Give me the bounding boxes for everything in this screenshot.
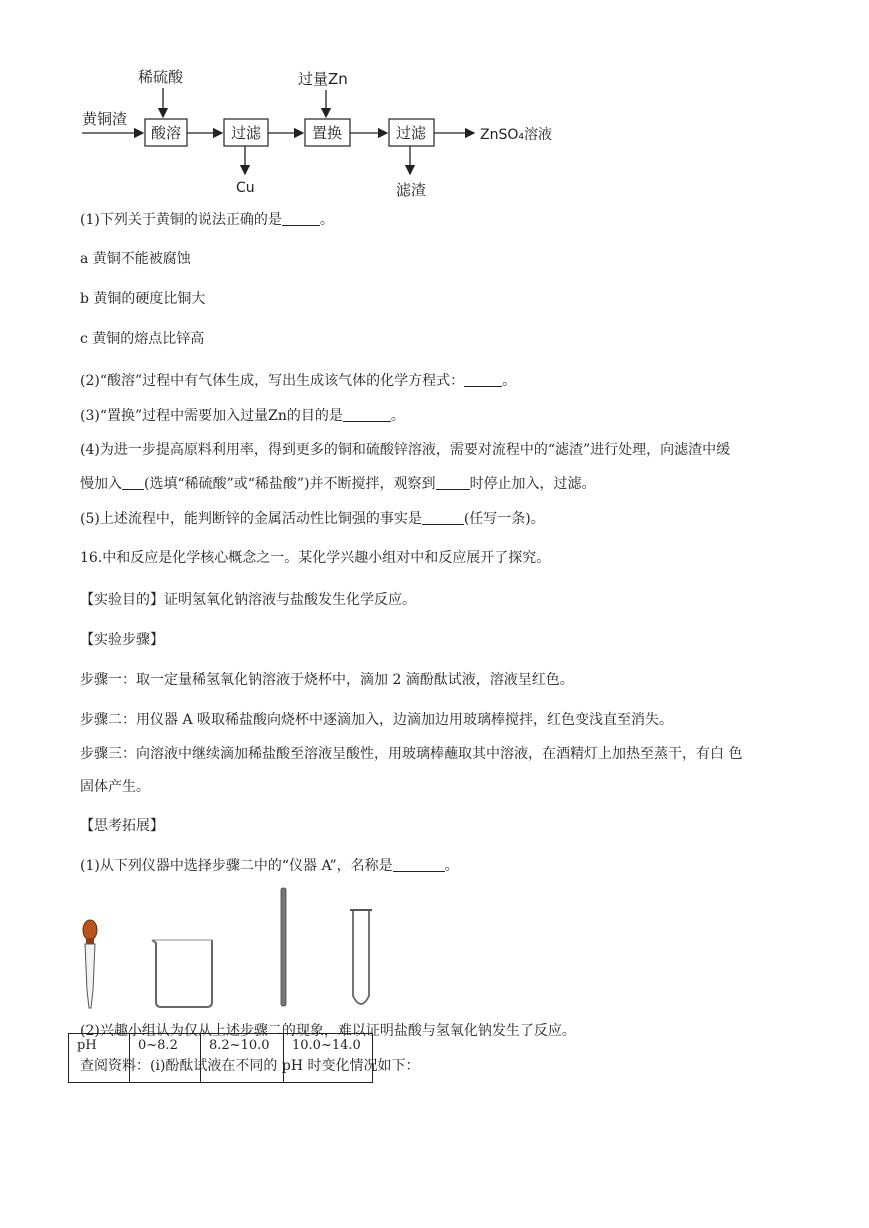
reference-note: 查阅资料：(i)酚酞试液在不同的 pH 时变化情况如下： xyxy=(80,1058,420,1074)
glass-rod-icon xyxy=(281,888,286,1006)
table-cell: 10.0~14.0 xyxy=(284,1034,373,1083)
q1-option-c: c 黄铜的熔点比锌高 xyxy=(80,331,205,347)
answer-blank[interactable] xyxy=(122,475,144,490)
dropper-icon xyxy=(83,920,97,1008)
steps-heading: 【实验步骤】 xyxy=(80,632,164,648)
answer-blank[interactable] xyxy=(343,407,391,422)
test-tube-icon xyxy=(350,910,372,1004)
ext-1-stem: (1)从下列仪器中选择步骤二中的“仪器 A”，名称是 。 xyxy=(80,858,459,874)
output-1-label: Cu xyxy=(236,180,255,196)
experiment-purpose: 【实验目的】证明氢氧化钠溶液与盐酸发生化学反应。 xyxy=(80,592,416,608)
box-filter-2-label: 过滤 xyxy=(395,124,427,142)
box-replace-label: 置换 xyxy=(311,124,343,142)
answer-blank[interactable] xyxy=(436,475,470,490)
box-acid-dissolve-label: 酸溶 xyxy=(150,124,182,142)
answer-blank[interactable] xyxy=(282,211,320,226)
answer-blank[interactable] xyxy=(393,857,445,872)
step-1: 步骤一：取一定量稀氢氧化钠溶液于烧杯中，滴加 2 滴酚酞试液，溶液呈红色。 xyxy=(80,672,574,688)
instrument-illustrations xyxy=(70,880,400,1015)
step-2: 步骤二：用仪器 A 吸取稀盐酸向烧杯中逐滴加入，边滴加边用玻璃棒搅拌，红色变浅直至消失。 xyxy=(80,712,674,728)
product-label: ZnSO₄溶液 xyxy=(480,127,552,143)
extension-heading: 【思考拓展】 xyxy=(80,818,164,834)
table-cell: 8.2~10.0 xyxy=(201,1034,284,1083)
q16-title: 16.中和反应是化学核心概念之一。某化学兴趣小组对中和反应展开了探究。 xyxy=(80,550,551,566)
q1-option-a: a 黄铜不能被腐蚀 xyxy=(80,251,191,267)
q2-stem: (2)“酸溶”过程中有气体生成，写出生成该气体的化学方程式： 。 xyxy=(80,373,517,389)
step-3-line-2: 固体产生。 xyxy=(80,779,150,795)
step-3-line-1: 步骤三：向溶液中继续滴加稀盐酸至溶液呈酸性，用玻璃棒蘸取其中溶液，在酒精灯上加热至蒸干，有白 色 xyxy=(80,746,743,762)
answer-blank[interactable] xyxy=(464,372,502,387)
process-flowchart xyxy=(0,0,869,210)
answer-blank[interactable] xyxy=(422,510,464,525)
table-cell: 0~8.2 xyxy=(130,1034,201,1083)
table-cell: pH xyxy=(69,1034,130,1083)
reagent-1-label: 稀硫酸 xyxy=(138,68,184,86)
q4-line-1: (4)为进一步提高原料利用率，得到更多的铜和硫酸锌溶液，需要对流程中的“滤渣”进行处理，向滤渣中缓 xyxy=(80,442,731,458)
output-2-label: 滤渣 xyxy=(396,181,427,199)
q3-stem: (3)“置换”过程中需要加入过量Zn的目的是 。 xyxy=(80,408,405,424)
q5-stem: (5)上述流程中，能判断锌的金属活动性比铜强的事实是 (任写一条)。 xyxy=(80,511,545,527)
beaker-icon xyxy=(152,940,212,1007)
q1-stem: (1)下列关于黄铜的说法正确的是 。 xyxy=(80,212,334,228)
ph-table xyxy=(68,1033,373,1083)
input-label: 黄铜渣 xyxy=(82,110,128,128)
q4-line-2: 慢加入 (选填“稀硫酸”或“稀盐酸”)并不断搅拌，观察到 时停止加入，过滤。 xyxy=(80,476,596,492)
box-filter-1-label: 过滤 xyxy=(230,124,262,142)
ext-2: (2)兴趣小组认为仅从上述步骤二的现象，难以证明盐酸与氢氧化钠发生了反应。 xyxy=(80,1023,576,1039)
reagent-2-label: 过量Zn xyxy=(298,70,348,88)
table-row xyxy=(69,1034,373,1083)
q1-option-b: b 黄铜的硬度比铜大 xyxy=(80,291,206,307)
